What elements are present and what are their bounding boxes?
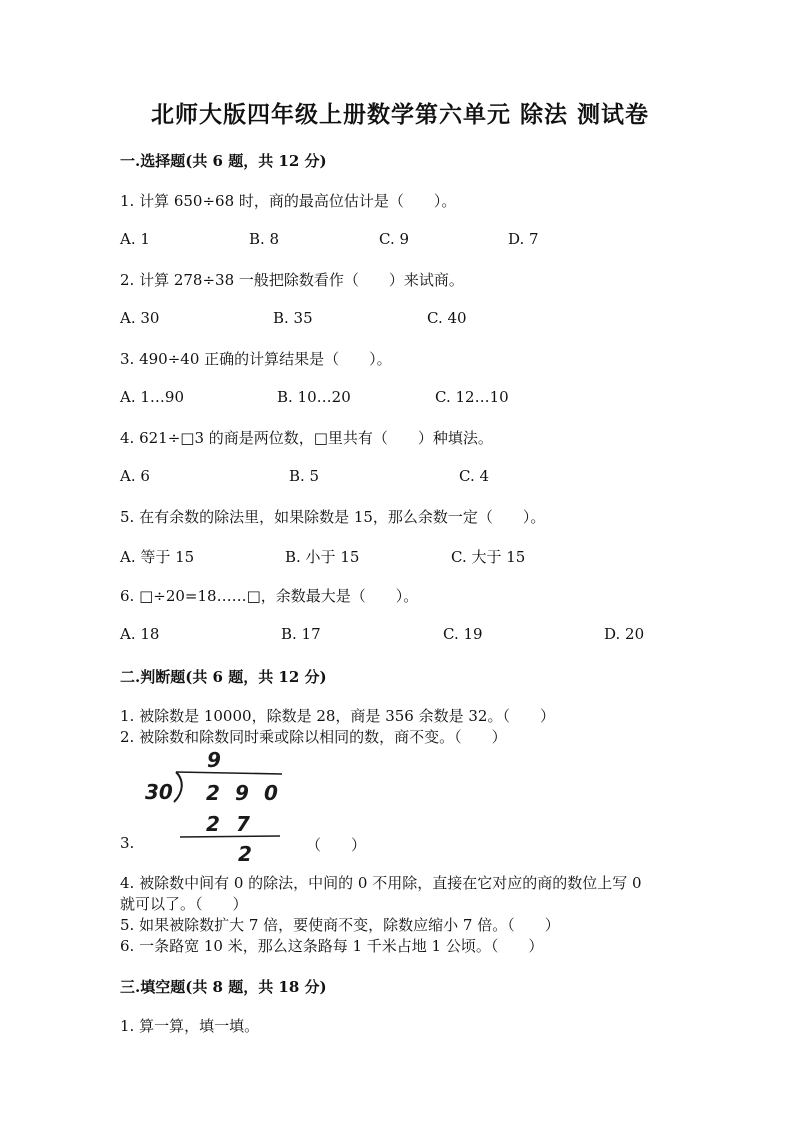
choice-2-option-b[interactable]: B. 35 xyxy=(273,309,313,327)
choice-question-2: 2. 计算 278÷38 一般把除数看作（ ）来试商。 xyxy=(120,271,464,289)
choice-5-option-b[interactable]: B. 小于 15 xyxy=(285,548,360,566)
choice-6-option-d[interactable]: D. 20 xyxy=(604,625,645,643)
judge-question-3-label: 3. xyxy=(120,834,135,852)
judge-question-4-line-1: 4. 被除数中间有 0 的除法，中间的 0 不用除，直接在它对应的商的数位上写 0 xyxy=(120,874,642,892)
division-quotient: 9 xyxy=(207,748,221,772)
dividend-digit-2: 9 xyxy=(235,781,249,805)
choice-1-option-a[interactable]: A. 1 xyxy=(120,230,150,248)
product-digit-2: 7 xyxy=(236,812,250,836)
section-heading-fill: 三.填空题(共 8 题，共 18 分) xyxy=(120,978,327,996)
page-title: 北师大版四年级上册数学第六单元 除法 测试卷 xyxy=(150,101,649,128)
choice-question-6: 6. □÷20=18……□，余数最大是（ ）。 xyxy=(120,587,419,605)
product-digit-1: 2 xyxy=(206,812,220,836)
choice-2-option-a[interactable]: A. 30 xyxy=(120,309,160,327)
choice-2-option-c[interactable]: C. 40 xyxy=(427,309,467,327)
fill-question-1: 1. 算一算，填一填。 xyxy=(120,1017,260,1035)
section-heading-judge: 二.判断题(共 6 题，共 12 分) xyxy=(120,668,327,686)
choice-1-option-d[interactable]: D. 7 xyxy=(508,230,539,248)
choice-question-3: 3. 490÷40 正确的计算结果是（ ）。 xyxy=(120,350,392,368)
choice-3-option-b[interactable]: B. 10…20 xyxy=(277,388,351,406)
judge-question-3-answer-paren: （ ） xyxy=(306,836,367,854)
choice-5-option-a[interactable]: A. 等于 15 xyxy=(120,548,195,566)
judge-question-5: 5. 如果被除数扩大 7 倍，要使商不变，除数应缩小 7 倍。（ ） xyxy=(120,916,560,934)
choice-4-option-b[interactable]: B. 5 xyxy=(289,467,320,485)
judge-question-6: 6. 一条路宽 10 米，那么这条路每 1 千米占地 1 公顷。（ ） xyxy=(120,937,544,955)
judge-question-2: 2. 被除数和除数同时乘或除以相同的数，商不变。（ ） xyxy=(120,728,507,746)
division-remainder: 2 xyxy=(238,842,252,866)
choice-5-option-c[interactable]: C. 大于 15 xyxy=(451,548,526,566)
division-divisor: 30 xyxy=(145,780,173,804)
choice-3-option-c[interactable]: C. 12…10 xyxy=(435,388,509,406)
dividend-digit-3: 0 xyxy=(264,781,278,805)
choice-question-1: 1. 计算 650÷68 时，商的最高位估计是（ ）。 xyxy=(120,192,457,210)
judge-question-4-line-2: 就可以了。（ ） xyxy=(120,895,248,913)
choice-3-option-a[interactable]: A. 1…90 xyxy=(120,388,184,406)
section-heading-choice: 一.选择题(共 6 题，共 12 分) xyxy=(120,152,327,170)
choice-1-option-c[interactable]: C. 9 xyxy=(379,230,410,248)
choice-question-4: 4. 621÷□3 的商是两位数，□里共有（ ）种填法。 xyxy=(120,429,493,447)
choice-4-option-a[interactable]: A. 6 xyxy=(120,467,150,485)
judge-question-1: 1. 被除数是 10000，除数是 28，商是 356 余数是 32。（ ） xyxy=(120,707,555,725)
choice-1-option-b[interactable]: B. 8 xyxy=(249,230,280,248)
choice-6-option-a[interactable]: A. 18 xyxy=(120,625,160,643)
choice-4-option-c[interactable]: C. 4 xyxy=(459,467,490,485)
dividend-digit-1: 2 xyxy=(206,781,220,805)
choice-question-5: 5. 在有余数的除法里，如果除数是 15，那么余数一定（ ）。 xyxy=(120,508,546,526)
choice-6-option-b[interactable]: B. 17 xyxy=(281,625,321,643)
choice-6-option-c[interactable]: C. 19 xyxy=(443,625,483,643)
